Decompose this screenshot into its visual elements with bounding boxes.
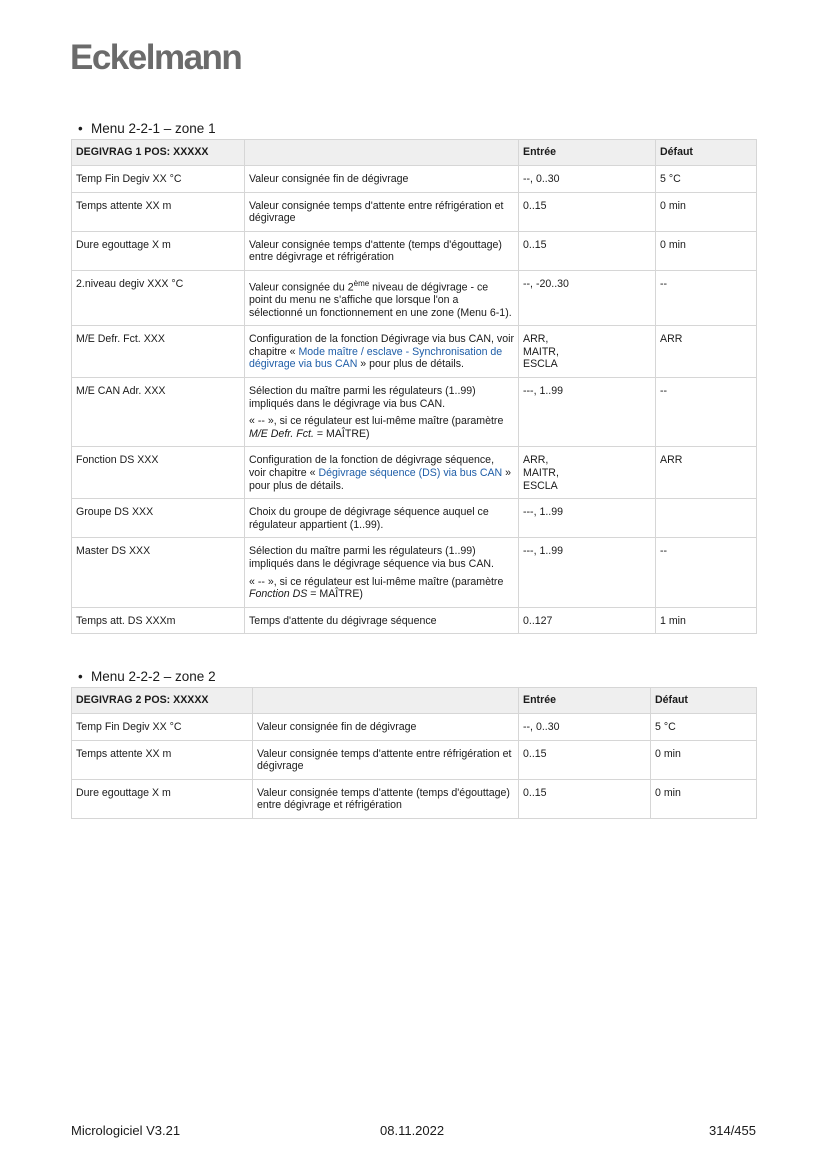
param-description: Configuration de la fonction Dégivrage via bus CAN, voir chapitre « Mode maître / esclave - Synchronisation de dégivrage via bus CAN » pour plus de détails.	[245, 326, 519, 378]
param-description: Choix du groupe de dégivrage séquence auquel ce régulateur appartient (1..99).	[245, 499, 519, 538]
param-name: Temp Fin Degiv XX °C	[72, 714, 253, 741]
header-entry: Entrée	[519, 140, 656, 166]
header-default: Défaut	[651, 688, 757, 714]
header-description	[245, 140, 519, 166]
param-description: Valeur consignée fin de dégivrage	[253, 714, 519, 741]
param-default: 5 °C	[651, 714, 757, 741]
params-table-zone-1	[71, 139, 757, 634]
table-row	[72, 166, 757, 193]
param-description: Sélection du maître parmi les régulateurs (1..99) impliqués dans le dégivrage via bus CAN. « -- », si ce régulateur est lui-même maître (paramètre M/E Defr. Fct. = MAÎTRE)	[245, 378, 519, 447]
param-name: M/E Defr. Fct. XXX	[72, 326, 245, 378]
footer-page-number: 314/455	[709, 1123, 756, 1138]
section-title-zone-1: • Menu 2-2-1 – zone 1	[78, 121, 216, 136]
param-entry: 0..15	[519, 192, 656, 231]
param-default: --	[656, 538, 757, 607]
param-name: Temps attente XX m	[72, 192, 245, 231]
param-description: Valeur consignée du 2ème niveau de dégivrage - ce point du menu ne s'affiche que lorsque l'on a sélectionné un fonctionnement en une zone (Menu 6-1).	[245, 270, 519, 325]
bullet-icon: •	[78, 669, 83, 684]
param-entry: ---, 1..99	[519, 378, 656, 447]
param-name: Dure egouttage X m	[72, 779, 253, 818]
params-table-zone-2	[71, 687, 757, 819]
param-name: Fonction DS XXX	[72, 447, 245, 499]
param-default: 1 min	[656, 607, 757, 634]
param-description: Sélection du maître parmi les régulateurs (1..99) impliqués dans le dégivrage séquence via bus CAN. « -- », si ce régulateur est lui-même maître (paramètre Fonction DS = MAÎTRE)	[245, 538, 519, 607]
table-row	[72, 779, 757, 818]
param-default: 5 °C	[656, 166, 757, 193]
param-entry: ARR, MAITR, ESCLA	[519, 447, 656, 499]
table-row	[72, 538, 757, 607]
table-row	[72, 192, 757, 231]
table-row	[72, 499, 757, 538]
footer-date: 08.11.2022	[380, 1123, 445, 1138]
footer-firmware-version: Micrologiciel V3.21	[71, 1123, 181, 1138]
param-default	[656, 499, 757, 538]
table-row	[72, 270, 757, 325]
table-row	[72, 378, 757, 447]
param-description: Valeur consignée temps d'attente entre réfrigération et dégivrage	[253, 740, 519, 779]
param-entry: 0..15	[519, 779, 651, 818]
header-param: DEGIVRAG 1 POS: XXXXX	[72, 140, 245, 166]
table-row	[72, 714, 757, 741]
table-header-row	[72, 140, 757, 166]
param-entry: --, 0..30	[519, 714, 651, 741]
param-default: --	[656, 378, 757, 447]
param-name: Dure egouttage X m	[72, 231, 245, 270]
param-name: Temp Fin Degiv XX °C	[72, 166, 245, 193]
param-default: ARR	[656, 447, 757, 499]
param-name: Master DS XXX	[72, 538, 245, 607]
param-name: M/E CAN Adr. XXX	[72, 378, 245, 447]
section-title-zone-2: • Menu 2-2-2 – zone 2	[78, 669, 216, 684]
param-entry: ---, 1..99	[519, 538, 656, 607]
param-default: 0 min	[651, 740, 757, 779]
table-row	[72, 231, 757, 270]
param-entry: --, -20..30	[519, 270, 656, 325]
param-entry: ARR, MAITR, ESCLA	[519, 326, 656, 378]
param-name: Temps attente XX m	[72, 740, 253, 779]
table-header-row	[72, 688, 757, 714]
chapter-link[interactable]: Mode maître / esclave - Synchronisation de dégivrage via bus CAN	[249, 345, 503, 371]
table-row	[72, 607, 757, 634]
param-default: --	[656, 270, 757, 325]
param-entry: 0..127	[519, 607, 656, 634]
param-default: 0 min	[656, 192, 757, 231]
param-entry: 0..15	[519, 740, 651, 779]
param-description: Temps d'attente du dégivrage séquence	[245, 607, 519, 634]
param-description: Valeur consignée temps d'attente (temps d'égouttage) entre dégivrage et réfrigération	[245, 231, 519, 270]
param-description: Valeur consignée temps d'attente (temps d'égouttage) entre dégivrage et réfrigération	[253, 779, 519, 818]
param-name: 2.niveau degiv XXX °C	[72, 270, 245, 325]
param-default: ARR	[656, 326, 757, 378]
header-description	[253, 688, 519, 714]
company-logo: Eckelmann	[70, 38, 242, 77]
chapter-link[interactable]: Dégivrage séquence (DS) via bus CAN	[318, 467, 503, 480]
table-row	[72, 326, 757, 378]
param-entry: ---, 1..99	[519, 499, 656, 538]
table-row	[72, 740, 757, 779]
param-name: Temps att. DS XXXm	[72, 607, 245, 634]
header-param: DEGIVRAG 2 POS: XXXXX	[72, 688, 253, 714]
param-description: Configuration de la fonction de dégivrage séquence, voir chapitre « Dégivrage séquence (DS) via bus CAN » pour plus de détails.	[245, 447, 519, 499]
param-entry: 0..15	[519, 231, 656, 270]
param-default: 0 min	[656, 231, 757, 270]
bullet-icon: •	[78, 121, 83, 136]
table-row	[72, 447, 757, 499]
param-description: Valeur consignée temps d'attente entre réfrigération et dégivrage	[245, 192, 519, 231]
param-name: Groupe DS XXX	[72, 499, 245, 538]
param-default: 0 min	[651, 779, 757, 818]
param-entry: --, 0..30	[519, 166, 656, 193]
header-default: Défaut	[656, 140, 757, 166]
param-description: Valeur consignée fin de dégivrage	[245, 166, 519, 193]
header-entry: Entrée	[519, 688, 651, 714]
